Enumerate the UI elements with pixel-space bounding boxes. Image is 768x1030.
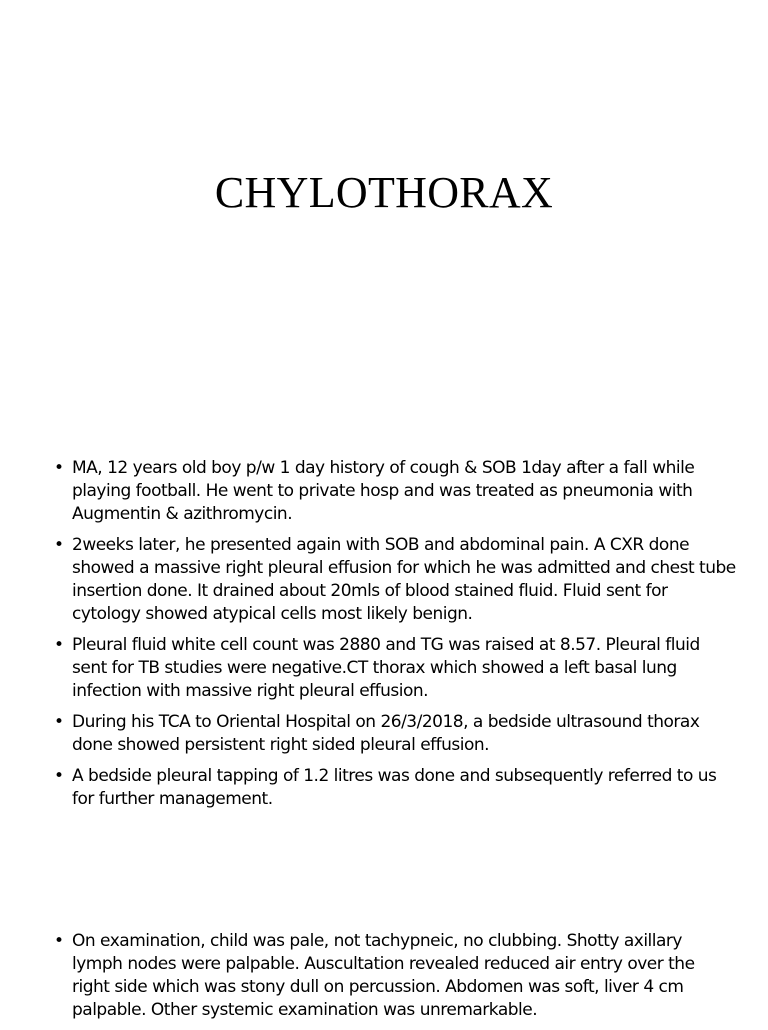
bullet-item (0, 534, 768, 626)
bullet-item (0, 711, 768, 757)
bullet-text: 2weeks later, he presented again with SOB and abdominal pain. A CXR done showed a massive right pleural effusion for which he was admitted and chest tube insertion done. It drained about 20mls of blood stained fluid. Fluid sent for cytology showed atypical cells most likely benign. (72, 535, 736, 624)
slide-2 (0, 880, 768, 1024)
bullet-text: MA, 12 years old boy p/w 1 day history of cough & SOB 1day after a fall while playing football. He went to private hosp and was treated as pneumonia with Augmentin & azithromycin. (72, 458, 695, 524)
bullet-dot-icon: • (54, 458, 64, 478)
bullet-item (0, 457, 768, 526)
bullet-text: Pleural fluid white cell count was 2880 and TG was raised at 8.57. Pleural fluid sent for TB studies were negative.CT thorax which showed a left basal lung infection with massive right pleural effusion. (72, 635, 700, 701)
bullet-list (0, 930, 768, 1030)
bullet-list (0, 457, 768, 819)
slide-title: CHYLOTHORAX (214, 168, 554, 217)
bullet-dot-icon: • (54, 635, 64, 655)
bullet-text: On examination, child was pale, not tachypneic, no clubbing. Shotty axillary lymph nodes were palpable. Auscultation revealed reduced air entry over the right side which was stony dull on percussion. Abdomen was soft, liver 4 cm palpable. Other systemic examination was unremarkable. (72, 931, 695, 1020)
bullet-item (0, 930, 768, 1022)
bullet-dot-icon: • (54, 535, 64, 555)
bullet-item (0, 765, 768, 811)
bullet-text: A bedside pleural tapping of 1.2 litres was done and subsequently referred to us for further management. (72, 766, 717, 809)
bullet-text: During his TCA to Oriental Hospital on 26/3/2018, a bedside ultrasound thorax done showed persistent right sided pleural effusion. (72, 712, 700, 755)
bullet-dot-icon: • (54, 712, 64, 732)
bullet-dot-icon: • (54, 766, 64, 786)
bullet-dot-icon: • (54, 931, 64, 951)
bullet-item (0, 634, 768, 703)
